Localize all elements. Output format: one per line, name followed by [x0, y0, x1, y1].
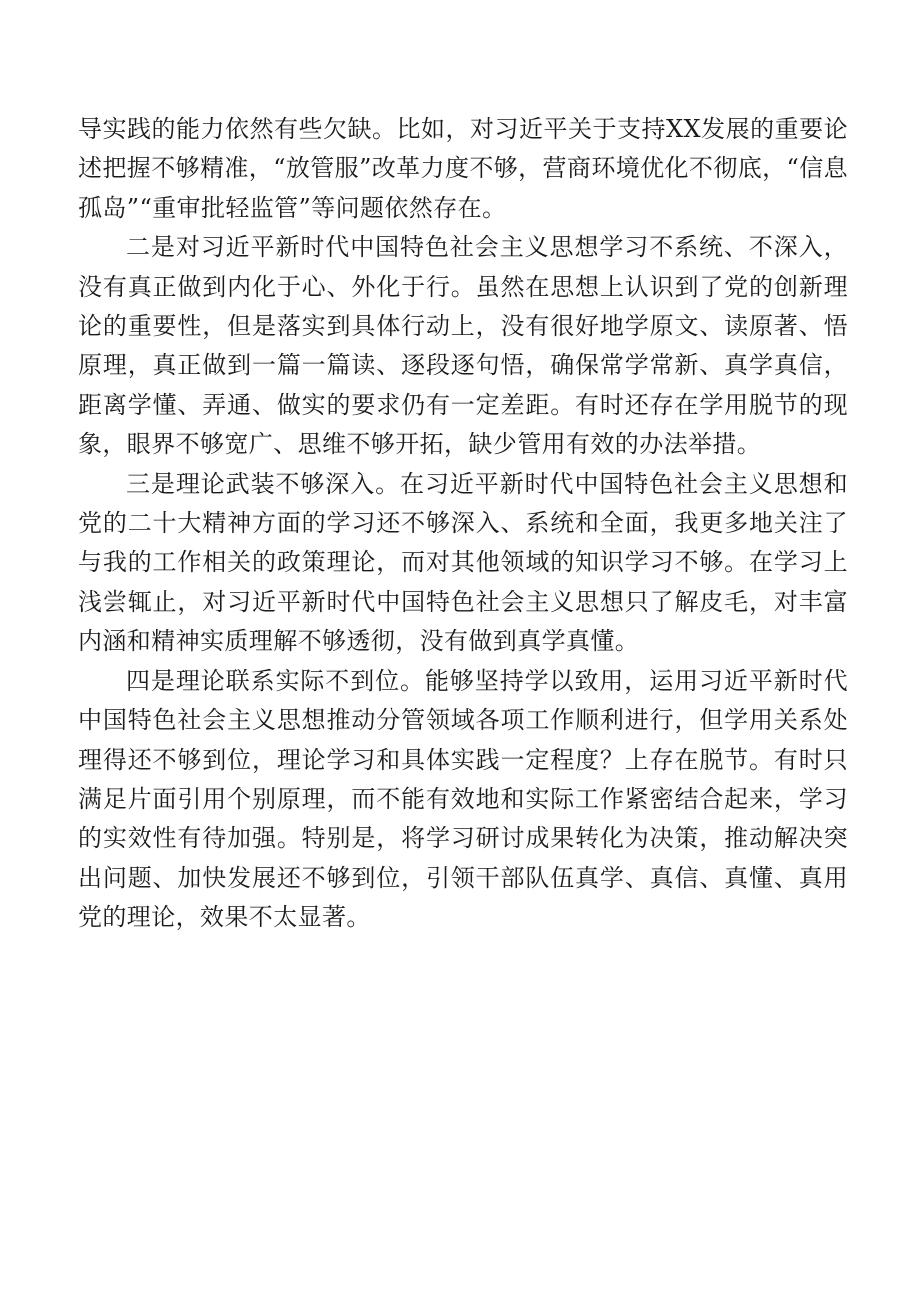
paragraph-point-four: 四是理论联系实际不到位。能够坚持学以致用，运用习近平新时代中国特色社会主义思想推动分管领域各项工作顺利进行，但学用关系处理得还不够到位，理论学习和具体实践一定程度？上存在脱节。有时只满足片面引用个别原理，而不能有效地和实际工作紧密结合起来，学习的实效性有待加强。特别是，将学习研讨成果转化为决策，推动解决突出问题、加快发展还不够到位，引领干部队伍真学、真信、真懂、真用党的理论，效果不太显著。: [78, 666, 848, 932]
paragraph-continuation: 导实践的能力依然有些欠缺。比如，对习近平关于支持XX发展的重要论述把握不够精准，“放管服”改革力度不够，营商环境优化不彻底，“信息孤岛”“重审批轻监管”等问题依然存在。: [78, 115, 849, 222]
paragraph-point-two: 二是对习近平新时代中国特色社会主义思想学习不系统、不深入，没有真正做到内化于心、外化于行。虽然在思想上认识到了党的创新理论的重要性，但是落实到具体行动上，没有很好地学原文、读原著、悟原理，真正做到一篇一篇读、逐段逐句悟，确保常学常新、真学真信，距离学懂、弄通、做实的要求仍有一定差距。有时还存在学用脱节的现象，眼界不够宽广、思维不够开拓，缺少管用有效的办法举措。: [78, 233, 848, 459]
paragraph-point-three: 三是理论武装不够深入。在习近平新时代中国特色社会主义思想和党的二十大精神方面的学习还不够深入、系统和全面，我更多地关注了与我的工作相关的政策理论，而对其他领域的知识学习不够。在学习上浅尝辄止，对习近平新时代中国特色社会主义思想只了解皮毛，对丰富内涵和精神实质理解不够透彻，没有做到真学真懂。: [78, 469, 848, 656]
document-body: [78, 110, 848, 938]
